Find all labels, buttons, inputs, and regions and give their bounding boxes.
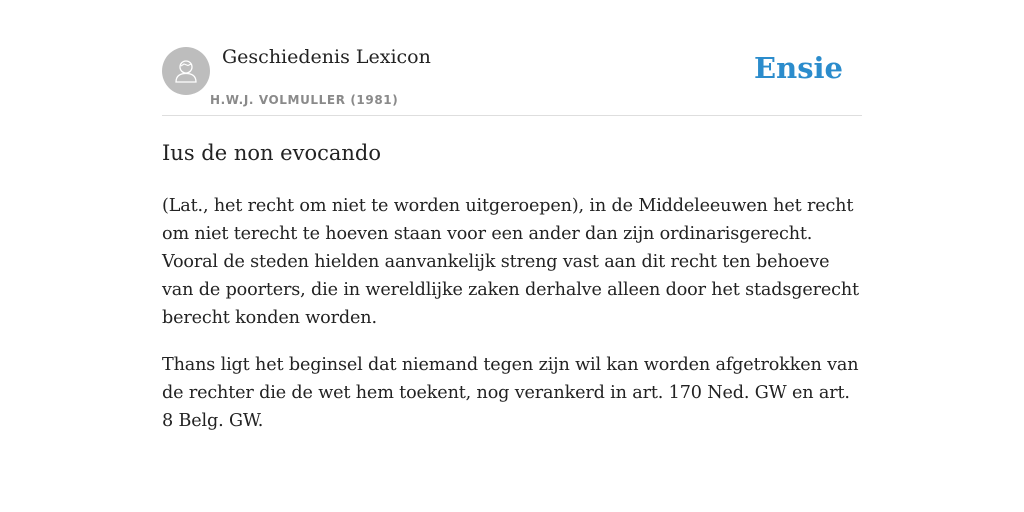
- source-title-link[interactable]: Geschiedenis Lexicon: [222, 46, 431, 68]
- entry-card: [162, 0, 862, 431]
- user-avatar-icon: [171, 56, 201, 86]
- paragraph: Thans ligt het beginsel dat niemand tegen zijn wil kan worden afgetrokken van de rechter die de wet hem toekent, nog verankerd in art. 170 Ned. GW en art. 8 Belg. GW.: [162, 355, 859, 431]
- entry-title: Ius de non evocando: [162, 141, 382, 165]
- entry-header: [162, 0, 862, 116]
- author-byline: H.W.J. VOLMULLER (1981): [210, 93, 399, 107]
- brand-logo[interactable]: Ensie: [754, 51, 843, 85]
- paragraph: (Lat., het recht om niet te worden uitgeroepen), in de Middeleeuwen het recht om niet terecht te hoeven staan voor een ander dan zijn ordinarisgerecht. Vooral de steden hielden aanvankelijk streng vast aan dit recht ten behoeve van de poorters, die in wereldlijke zaken derhalve alleen door het stadsgerecht berecht konden worden.: [162, 196, 859, 328]
- entry-body: [162, 192, 862, 454]
- avatar[interactable]: [162, 47, 210, 95]
